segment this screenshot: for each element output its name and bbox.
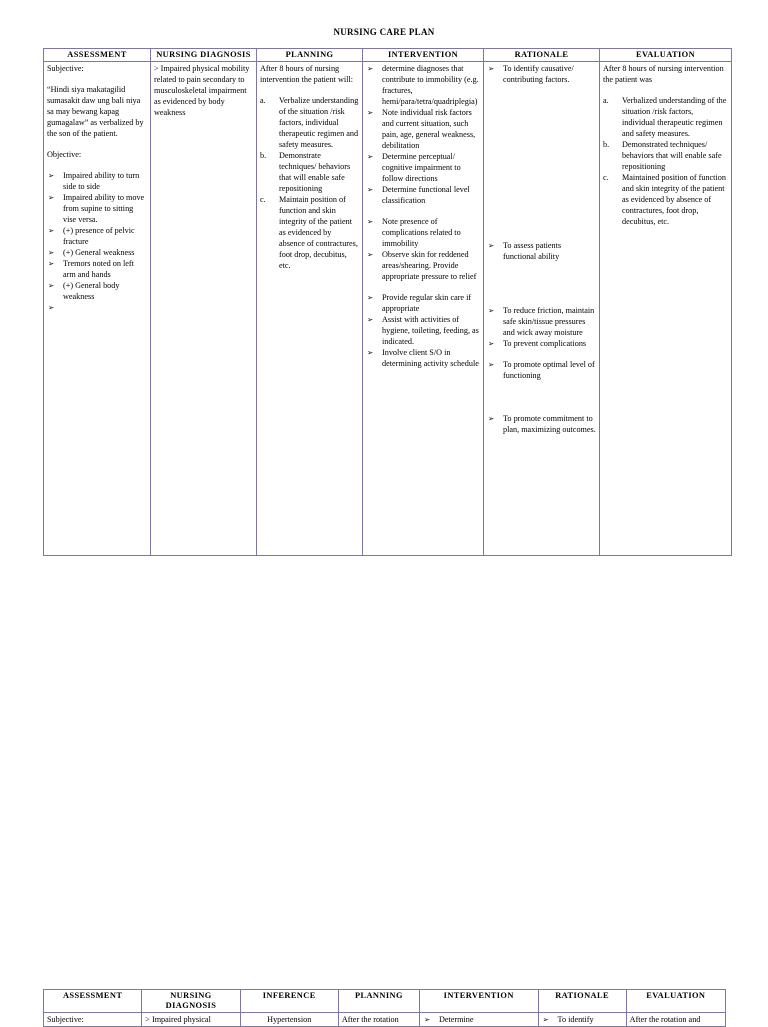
item-text: Demonstrated techniques/ behaviors that will enable safe repositioning	[622, 140, 722, 171]
header-intervention: INTERVENTION	[419, 990, 538, 1013]
header-planning: PLANNING	[257, 49, 363, 62]
header-assessment: ASSESSMENT	[44, 990, 142, 1013]
table-cell	[538, 1013, 626, 1027]
list-item	[603, 172, 728, 227]
table-cell	[419, 1013, 538, 1027]
care-plan-table-2	[43, 989, 726, 1027]
list-item: ➢ To promote commitment to plan, maximizing outcomes.	[487, 413, 596, 435]
rationale-list	[487, 63, 596, 435]
header-planning: PLANNING	[338, 990, 419, 1013]
item-marker: c.	[603, 173, 609, 182]
list-item: ➢ Tremors noted on left arm and hands	[47, 258, 147, 280]
list-item: ➢ Assist with activities of hygiene, toileting, feeding, as indicated.	[366, 314, 480, 347]
header-rationale: RATIONALE	[484, 49, 600, 62]
item-text: Verbalize understanding of the situation /risk factors, individual therapeutic regimen and safety measures.	[279, 96, 359, 149]
list-item: ➢ determine diagnoses that contribute to immobility (e.g. fractures, hemi/para/tetra/quadriplegia)	[366, 63, 480, 107]
page-title: NURSING CARE PLAN	[333, 27, 435, 37]
item-marker: b.	[260, 151, 267, 160]
assessment-cell	[44, 62, 151, 556]
list-item	[260, 194, 359, 271]
table-cell: Subjective:	[44, 1013, 142, 1027]
header-rationale: RATIONALE	[538, 990, 626, 1013]
table-cell: After the rotation	[338, 1013, 419, 1027]
subjective-text: “Hindi siya makatagilid sumasakit daw ung bali niya sa may bewang kapag gumagalaw” as verbalized by the son of the patient.	[47, 85, 144, 138]
table-row	[44, 62, 732, 556]
item-marker: c.	[260, 195, 266, 204]
diagnosis-text: > Impaired physical mobility related to pain secondary to musculoskeletal impairment as evidenced by body weakness	[154, 64, 250, 117]
subjective-label: Subjective:	[47, 64, 84, 73]
table-cell: After the rotation and	[626, 1013, 725, 1027]
planning-cell	[257, 62, 363, 556]
list-item: ➢ (+) General weakness	[47, 247, 147, 258]
header-nursing-diagnosis: NURSING DIAGNOSIS	[151, 49, 257, 62]
list-item: ➢ Impaired ability to turn side to side	[47, 170, 147, 192]
table-cell: > Impaired physical	[142, 1013, 240, 1027]
header-intervention: INTERVENTION	[363, 49, 484, 62]
header-row	[44, 990, 726, 1013]
list-item: ➢ To identify causative/ contributing factors.	[487, 63, 596, 85]
list-item: ➢ Note individual risk factors and current situation, such pain, age, general weakness, debilitation	[366, 107, 480, 151]
item-marker: b.	[603, 140, 610, 149]
list-item	[260, 150, 359, 194]
list-item	[260, 95, 359, 150]
objective-list	[47, 170, 147, 313]
care-plan-table	[43, 48, 732, 556]
list-item	[47, 302, 147, 313]
intervention-cell	[363, 62, 484, 556]
item-text: Maintained position of function and skin integrity of the patient as evidenced by absence of contractures, foot drop, decubitus, etc.	[622, 173, 726, 226]
list-item	[603, 95, 728, 139]
list-item	[603, 139, 728, 172]
list-item: ➢ Determine functional level classification	[366, 184, 480, 206]
evaluation-list	[603, 95, 728, 227]
list-item: ➢ Determine	[423, 1014, 535, 1025]
list-item: ➢ (+) General body weakness	[47, 280, 147, 302]
table-cell: Hypertension	[240, 1013, 338, 1027]
evaluation-intro: After 8 hours of nursing intervention the patient was	[603, 64, 724, 84]
diagnosis-cell	[151, 62, 257, 556]
list-item: ➢ Provide regular skin care if appropriate	[366, 292, 480, 314]
objective-label: Objective:	[47, 150, 82, 159]
evaluation-cell	[600, 62, 732, 556]
header-assessment: ASSESSMENT	[44, 49, 151, 62]
list-item: ➢ (+) presence of pelvic fracture	[47, 225, 147, 247]
planning-list	[260, 95, 359, 271]
list-item: ➢ Impaired ability to move from supine to sitting vise versa.	[47, 192, 147, 225]
list-item: ➢ To promote optimal level of functioning	[487, 359, 596, 381]
item-text: Maintain position of function and skin integrity of the patient as evidenced by absence of contractures, foot drop, decubitus, etc.	[279, 195, 358, 270]
list-item: ➢ Determine perceptual/ cognitive impairment to follow directions	[366, 151, 480, 184]
header-evaluation: EVALUATION	[626, 990, 725, 1013]
list-item: ➢ To prevent complications	[487, 338, 596, 349]
intervention-list	[366, 292, 480, 369]
intervention-list	[366, 216, 480, 282]
list-item: ➢ To assess patients functional ability	[487, 240, 596, 262]
list-item: ➢ Involve client S/O in determining activity schedule	[366, 347, 480, 369]
item-marker: a.	[603, 96, 609, 105]
item-text: Verbalized understanding of the situation /risk factors, individual therapeutic regimen and safety measures.	[622, 96, 727, 138]
list-item: ➢ Observe skin for reddened areas/shearing. Provide appropriate pressure to relief	[366, 249, 480, 282]
intervention-list	[366, 63, 480, 206]
table-row	[44, 1013, 726, 1027]
list-item: ➢ Note presence of complications related to immobility	[366, 216, 480, 249]
list-item: ➢ To identify	[542, 1014, 623, 1025]
rationale-cell	[484, 62, 600, 556]
item-marker: a.	[260, 96, 266, 105]
header-evaluation: EVALUATION	[600, 49, 732, 62]
item-text: Demonstrate techniques/ behaviors that will enable safe repositioning	[279, 151, 351, 193]
header-nursing-diagnosis: NURSING DIAGNOSIS	[142, 990, 240, 1013]
header-row	[44, 49, 732, 62]
header-inference: INFERENCE	[240, 990, 338, 1013]
list-item: ➢ To reduce friction, maintain safe skin/tissue pressures and wick away moisture	[487, 305, 596, 338]
planning-intro: After 8 hours of nursing intervention the patient will:	[260, 64, 353, 84]
